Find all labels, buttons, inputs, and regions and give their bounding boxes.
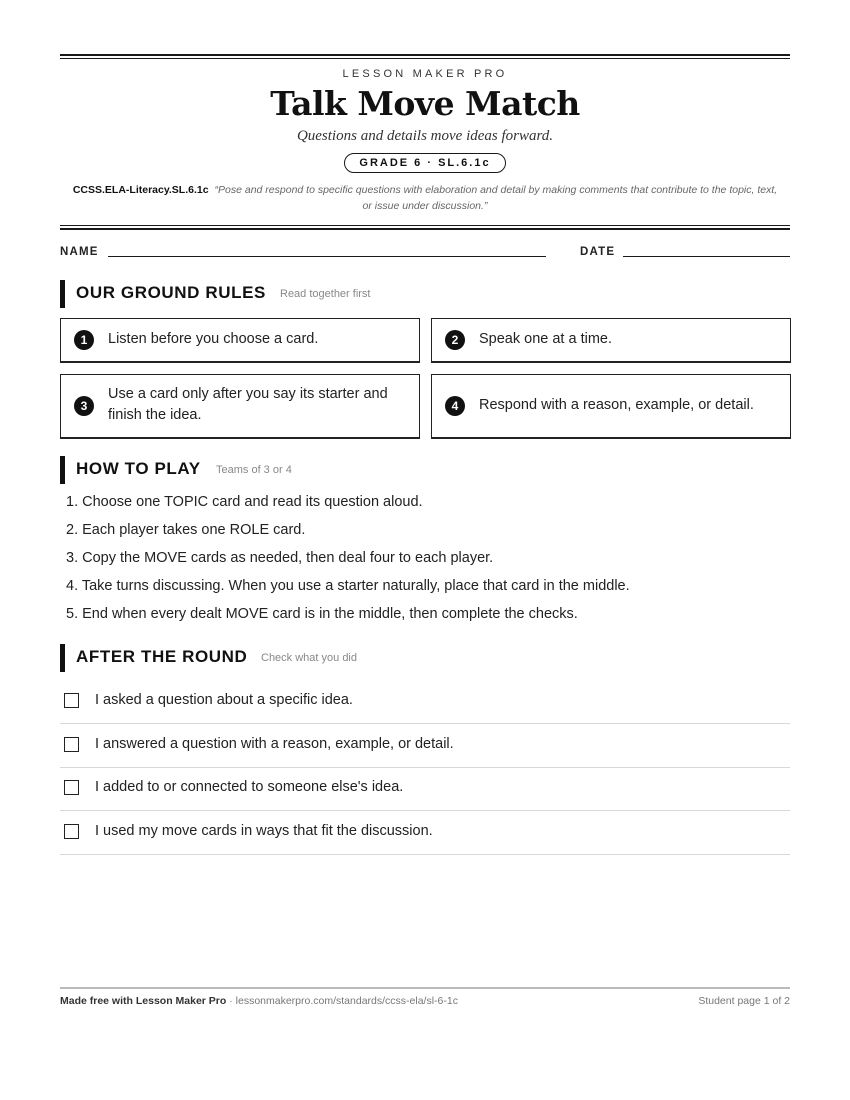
checklist-row (60, 724, 790, 768)
rule-number-badge: 1 (74, 330, 94, 350)
date-label: DATE (580, 246, 616, 258)
name-line[interactable] (108, 256, 546, 257)
rule-text: Use a card only after you say its starter and finish the idea. (108, 386, 388, 423)
footer-credit (60, 995, 458, 1007)
checklist-text: I asked a question about a specific idea. (95, 692, 353, 708)
worksheet-page (60, 0, 790, 1100)
standard-description (68, 182, 782, 214)
name-label: NAME (60, 246, 99, 258)
brand-label: LESSON MAKER PRO (342, 68, 508, 80)
rule-number-badge: 3 (74, 396, 94, 416)
header-rule-thick (60, 54, 790, 56)
checkbox[interactable] (64, 824, 79, 839)
checklist-text: I answered a question with a reason, example, or detail. (95, 736, 454, 752)
checkbox[interactable] (64, 693, 79, 708)
step-item: 5. End when every dealt MOVE card is in the middle, then complete the checks. (66, 606, 578, 622)
section-title: AFTER THE ROUND (76, 647, 248, 666)
header-bottom-rule-thick (60, 228, 790, 230)
date-line[interactable] (623, 256, 790, 257)
ground-rule-card (60, 318, 420, 363)
section-note: Teams of 3 or 4 (216, 464, 292, 476)
section-note: Check what you did (261, 652, 357, 664)
rule-number-badge: 2 (445, 330, 465, 350)
ground-rule-card (60, 374, 420, 439)
checklist-row (60, 811, 790, 855)
standard-code: CCSS.ELA-Literacy.SL.6.1c (72, 184, 209, 196)
ground-rule-card (431, 374, 791, 439)
section-title: OUR GROUND RULES (76, 283, 266, 302)
grade-badge-wrap (60, 153, 790, 173)
rule-text: Speak one at a time. (479, 331, 612, 347)
section-title: HOW TO PLAY (76, 459, 201, 478)
page-title: Talk Move Match (270, 84, 580, 123)
step-item: 4. Take turns discussing. When you use a starter naturally, place that card in the middle. (66, 578, 630, 594)
step-item: 2. Each player takes one ROLE card. (66, 522, 306, 538)
header-bottom-rule-thin (60, 225, 790, 226)
page-subtitle: Questions and details move ideas forward. (296, 128, 554, 144)
checklist-row (60, 767, 790, 811)
footer-made-with: Made free with Lesson Maker Pro (60, 995, 227, 1007)
section-bar (60, 456, 65, 484)
steps-list (66, 490, 786, 630)
header-rule-thin (60, 58, 790, 59)
grade-badge: GRADE 6 · SL.6.1c (344, 153, 505, 173)
section-bar (60, 280, 65, 308)
section-bar (60, 644, 65, 672)
footer-url[interactable]: · lessonmakerpro.com/standards/ccss-ela/sl-6-1c (226, 995, 458, 1007)
step-item: 3. Copy the MOVE cards as needed, then deal four to each player. (66, 550, 494, 566)
rule-text: Respond with a reason, example, or detail. (479, 397, 754, 413)
ground-rule-card (431, 318, 791, 363)
checkbox[interactable] (64, 737, 79, 752)
rule-number-badge: 4 (445, 396, 465, 416)
footer-rule (60, 987, 790, 989)
rule-text: Listen before you choose a card. (108, 331, 319, 347)
checklist-text: I used my move cards in ways that fit the discussion. (95, 823, 433, 839)
checklist-text: I added to or connected to someone else's idea. (95, 779, 404, 795)
step-item: 1. Choose one TOPIC card and read its question aloud. (66, 494, 423, 510)
section-note: Read together first (280, 288, 371, 300)
standard-quote: “Pose and respond to specific questions with elaboration and detail by making comments that contribute to the topic, text, or issue under discussion.” (214, 184, 778, 212)
checklist-row (60, 680, 790, 724)
checkbox[interactable] (64, 780, 79, 795)
footer-page-number: Student page 1 of 2 (698, 995, 790, 1007)
